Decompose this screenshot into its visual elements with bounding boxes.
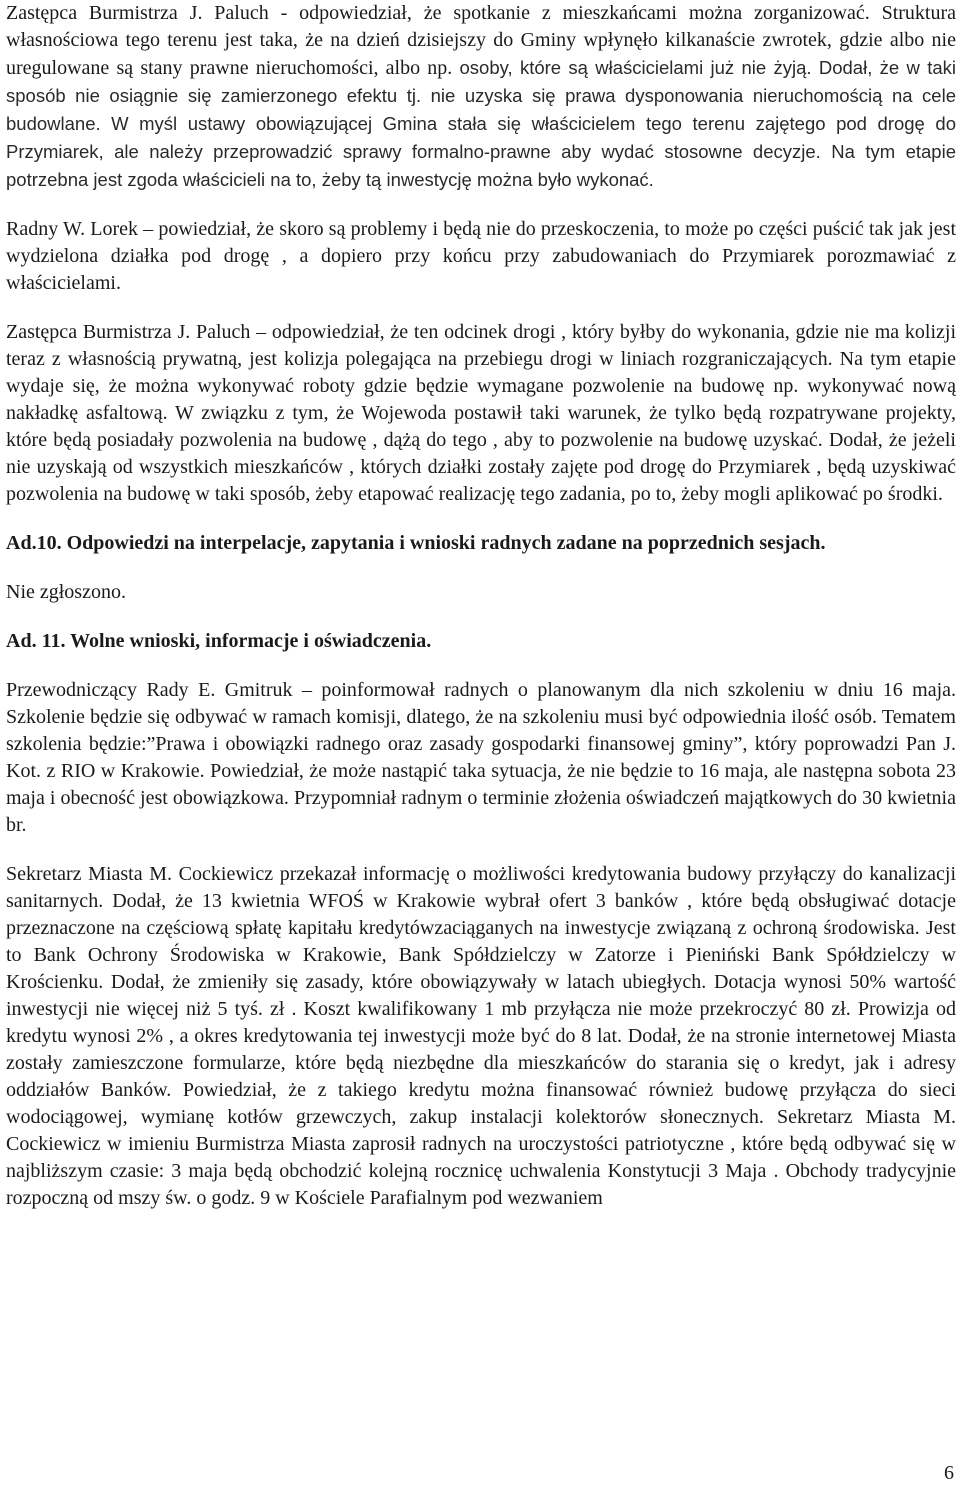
paragraph-cockiewicz: Sekretarz Miasta M. Cockiewicz przekazał informację o możliwości kredytowania budowy przyłączy do kanalizacji sanitarnych. Dodał, że 13 kwietnia WFOŚ w Krakowie wybrał ofert 3 banków , które będą obsługiwać dotacje przeznaczone na częściową spłatę kapitału kredytówzaciąganych na inwestycje związaną z ochroną środowiska. Jest to Bank Ochrony Środowiska w Krakowie, Bank Spółdzielczy w Zatorze i Pieniński Bank Spółdzielczy w Krościenku. Dodał, że zmieniły się zasady, które obowiązywały w latach ubiegłych. Dotacja wynosi 50% wartość inwestycji nie więcej niż 5 tyś. zł . Koszt kwalifikowany 1 mb przyłącza nie może przekroczyć 80 zł. Prowizja od kredytu wynosi 2% , a okres kredytowania tej inwestycji może być do 8 lat. Dodał, że na stronie internetowej Miasta zostały zamieszczone formularze, które będą niezbędne dla mieszkańców do starania się o kredyt, jak i adresy oddziałów Banków. Powiedział, że z takiego kredytu można finansować również budowę przyłącza do sieci wodociągowej, wymianę kotłów grzewczych, zakup instalacji kolektorów słonecznych. Sekretarz Miasta M. Cockiewicz w imieniu Burmistrza Miasta zaprosił radnych na uroczystości patriotyczne , które będą odbywać się w najbliższym czasie: 3 maja będą obchodzić kolejną rocznicę uchwalenia Konstytucji 3 Maja . Obchody tradycyjnie rozpoczną od mszy św. o godz. 9 w Kościele Parafialnym pod wezwaniem (6, 863, 956, 1209)
paragraph-gmitruk: Przewodniczący Rady E. Gmitruk – poinformował radnych o planowanym dla nich szkoleniu w dniu 16 maja. Szkolenie będzie się odbywać w ramach komisji, dlatego, że na szkoleniu musi być odpowiednia ilość osób. Tematem szkolenia będzie:”Prawa i obowiązki radnego oraz zasady gospodarki finansowej gminy”, który poprowadzi Pan J. Kot. z RIO w Krakowie. Powiedział, że może nastąpić taka sytuacja, że nie będzie to 16 maja, ale następna sobota 23 maja i obecność jest obowiązkowa. Przypomniał radnym o terminie złożenia oświadczeń majątkowych do 30 kwietnia br. (6, 679, 956, 836)
heading-ad-11: Ad. 11. Wolne wnioski, informacje i oświadczenia. (6, 630, 432, 652)
paragraph-paluch-1-part1: Zastępca Burmistrza J. Paluch - odpowiedział, że spotkanie z mieszkańcami można zorganizować. Struktura własnościowa tego terenu jest taka, że na dzień dzisiejszy do Gminy wpłynęło kilkanaście zwrotek, gdzie albo nie uregulowane są stany prawne nieruchomości, albo np. (6, 2, 956, 79)
paragraph-paluch-1 (6, 0, 956, 194)
paragraph-paluch-1-part3: W myśl ustawy obowiązującej Gmina stała się właścicielem tego terenu zajętego pod drogę do Przymiarek, ale należy przeprowadzić sprawy formalno-prawne aby wydać stosowne decyzje. Na tym etapie potrzebna jest zgoda właścicieli na to, żeby tą inwestycję można było wykonać. (6, 113, 956, 190)
paragraph-nie-zgloszono: Nie zgłoszono. (6, 581, 126, 603)
document-page (6, 0, 956, 1212)
paragraph-lorek: Radny W. Lorek – powiedział, że skoro są problemy i będą nie do przeskoczenia, to może po części puścić tak jak jest wydzielona działka pod drogę , a dopiero przy końcu przy zabudowaniach do Przymiarek porozmawiać z właścicielami. (6, 218, 956, 294)
page-number: 6 (944, 1462, 954, 1484)
paragraph-paluch-1-part2: osoby, które są właścicielami już nie żyją. Dodał, że w taki sposób nie osiągnie się zamierzonego efektu tj. nie uzyska się prawa dysponowania nieruchomością na cele budowlane. (6, 57, 957, 134)
heading-ad-10: Ad.10. Odpowiedzi na interpelacje, zapytania i wnioski radnych zadane na poprzednich sesjach. (6, 532, 826, 554)
paragraph-paluch-2: Zastępca Burmistrza J. Paluch – odpowiedział, że ten odcinek drogi , który byłby do wykonania, gdzie nie ma kolizji teraz z własnością prywatną, jest kolizja polegająca na przebiegu drogi w liniach rozgraniczających. Na tym etapie wydaje się, że można wykonywać roboty gdzie będzie wymagane pozwolenie na budowę np. wykonywać nową nakładkę asfaltową. W związku z tym, że Wojewoda postawił taki warunek, że tylko będą rozpatrywane projekty, które będą posiadały pozwolenia na budowę , dążą do tego , aby to pozwolenie na budowę uzyskać. Dodał, że jeżeli nie uzyskają od wszystkich mieszkańców , których działki zostały zajęte pod drogę do Przymiarek , będą uzyskiwać pozwolenia na budowę w taki sposób, żeby etapować realizację tego zadania, po to, żeby mogli aplikować po środki. (6, 321, 956, 505)
